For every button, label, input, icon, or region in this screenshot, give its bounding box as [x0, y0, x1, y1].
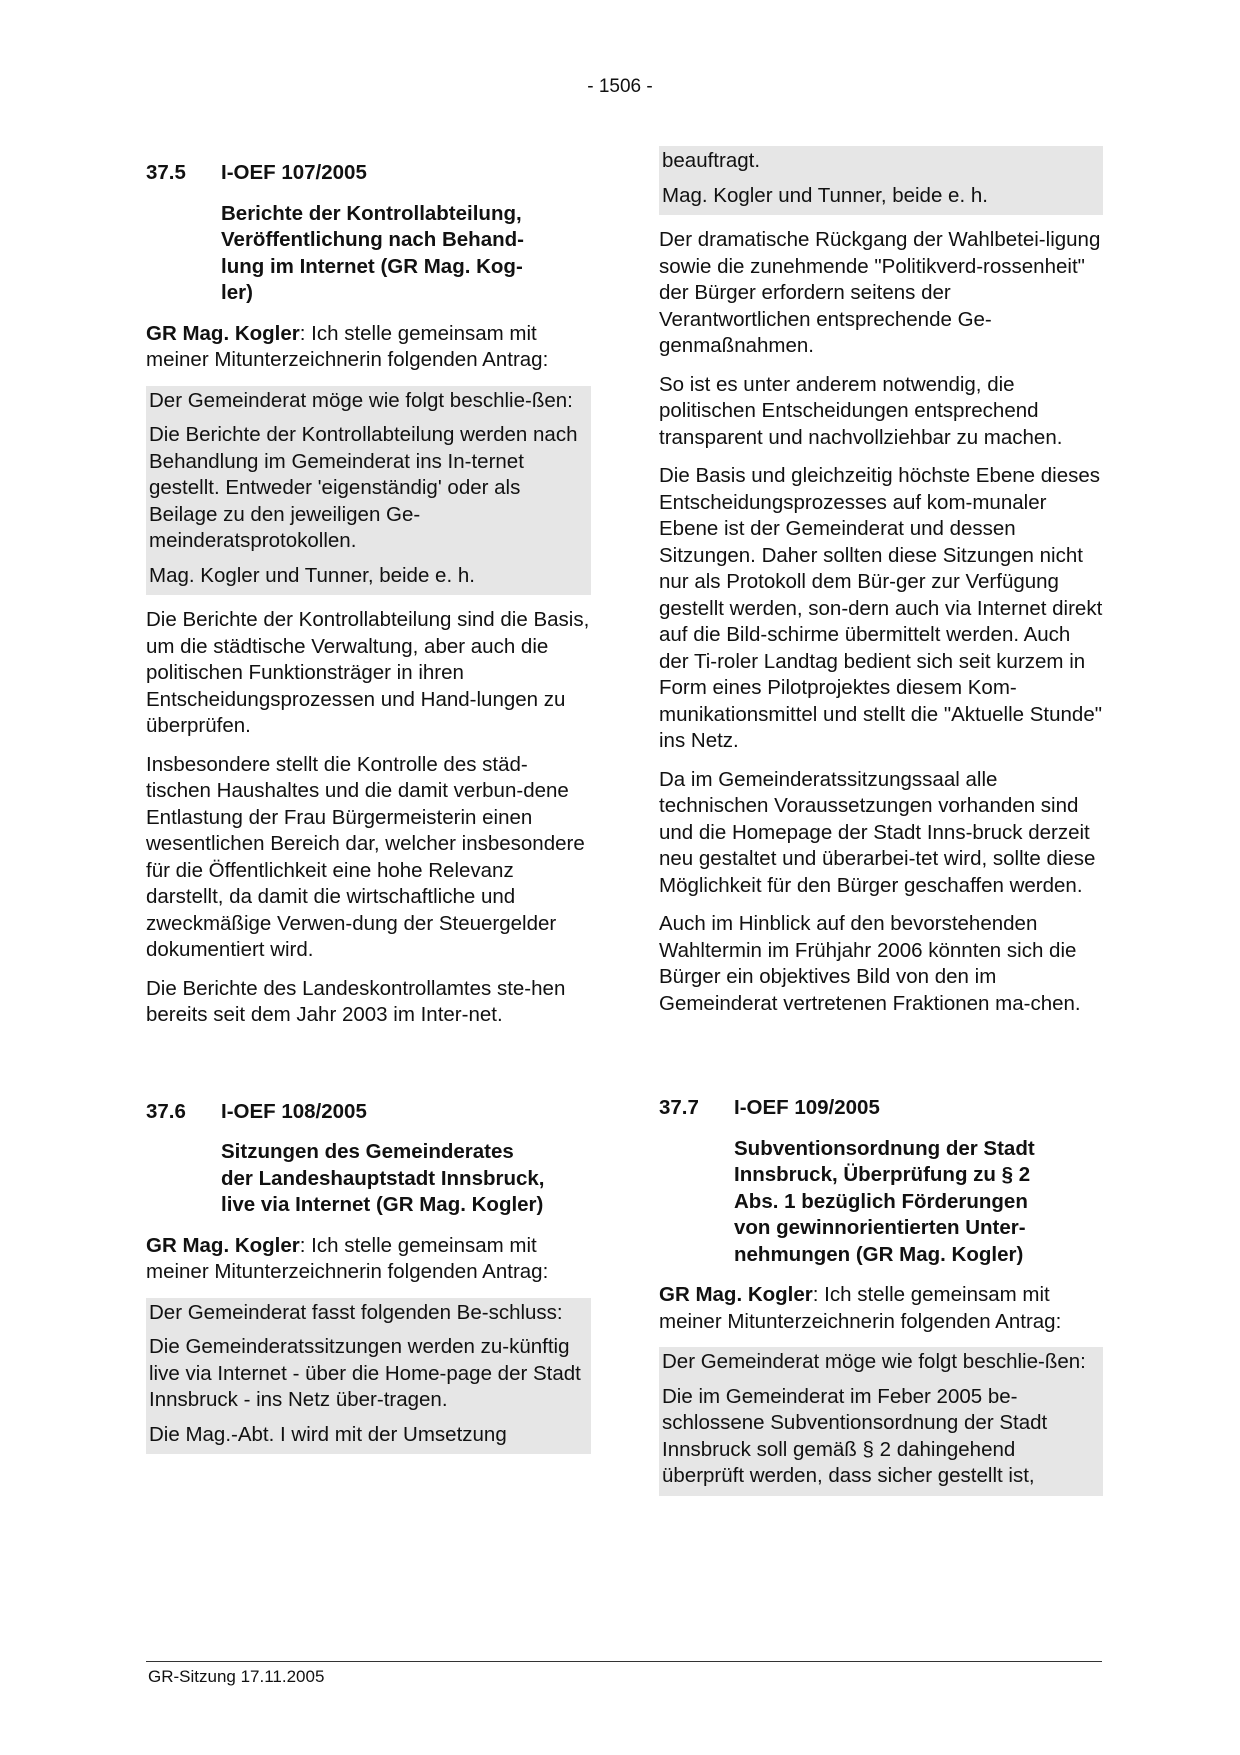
section-title-37-7: [734, 1136, 1103, 1269]
section-code: I-OEF 108/2005: [221, 1099, 367, 1123]
section-heading-37-5: [146, 160, 591, 187]
motion-intro: [659, 1282, 1103, 1335]
footer-divider: [146, 1661, 1102, 1662]
intro-text: : Ich stelle gemeinsam mit meiner Mitunterzeichnerin folgenden Antrag:: [659, 1283, 1062, 1333]
motion-box-continued: [659, 146, 1103, 215]
speaker-name: GR Mag. Kogler: [659, 1283, 813, 1306]
speaker-name: GR Mag. Kogler: [146, 321, 300, 345]
section-number: 37.6: [146, 1099, 186, 1123]
title-line: ler): [221, 281, 253, 304]
motion-box-37-6: [146, 1298, 591, 1455]
motion-text: Der Gemeinderat fasst folgenden Be-schluss:: [149, 1300, 563, 1324]
motion-intro: [146, 1233, 591, 1286]
left-column: [146, 160, 591, 1454]
motion-signature: Mag. Kogler und Tunner, beide e. h.: [662, 183, 988, 207]
title-line: nehmungen (GR Mag. Kogler): [734, 1242, 1024, 1266]
speaker-name: GR Mag. Kogler: [146, 1233, 300, 1257]
motion-box-37-7: [659, 1347, 1103, 1496]
intro-text: : Ich stelle gemeinsam mit meiner Mitunterzeichnerin folgenden Antrag:: [146, 1233, 549, 1283]
body-paragraph: Insbesondere stellt die Kontrolle des städ-tischen Haushaltes und die damit verbun-dene Entlastung der Frau Bürgermeisterin einen wesentlichen Bereich dar, welcher insbesondere für die Öffentlichkeit eine hohe Relevanz darstellt, da damit die wirtschaftliche und zweckmäßige Verwen-dung der Steuergelder dokumentiert wird.: [146, 752, 585, 961]
body-paragraph: Die Berichte des Landeskontrollamtes ste-hen bereits seit dem Jahr 2003 im Inter-net.: [146, 976, 566, 1026]
intro-text: : Ich stelle gemeinsam mit meiner Mitunterzeichnerin folgenden Antrag:: [146, 321, 549, 371]
section-heading-37-6: [146, 1099, 591, 1126]
body-paragraph: Auch im Hinblick auf den bevorstehenden Wahltermin im Frühjahr 2006 könnten sich die Bürger ein objektives Bild von den im Gemeinderat vertretenen Fraktionen ma-chen.: [659, 912, 1081, 1015]
motion-text: Der Gemeinderat möge wie folgt beschlie-ßen:: [149, 388, 573, 412]
motion-text: Die Gemeinderatssitzungen werden zu-künftig live via Internet - über die Home-page der Stadt Innsbruck - ins Netz über-tragen.: [149, 1335, 581, 1411]
motion-intro: [146, 321, 591, 374]
title-line: von gewinnorientierten Unter-: [734, 1216, 1026, 1239]
title-line: Berichte der Kontrollabteilung,: [221, 201, 522, 225]
title-line: Abs. 1 bezüglich Förderungen: [734, 1189, 1028, 1213]
section-number: 37.7: [659, 1096, 699, 1119]
body-paragraph: Die Berichte der Kontrollabteilung sind die Basis, um die städtische Verwaltung, aber auch die politischen Funktionsträger in ihren Entscheidungsprozessen und Hand-lungen zu überprüfen.: [146, 608, 590, 737]
title-line: der Landeshauptstadt Innsbruck,: [221, 1166, 545, 1190]
section-heading-37-7: [659, 1095, 1103, 1122]
footer-session-date: GR-Sitzung 17.11.2005: [148, 1667, 325, 1686]
body-paragraph: So ist es unter anderem notwendig, die politischen Entscheidungen entsprechend transparent und nachvollziehbar zu machen.: [659, 372, 1063, 449]
section-title-37-6: [221, 1139, 591, 1219]
motion-text: Die Mag.-Abt. I wird mit der Umsetzung: [149, 1422, 507, 1446]
title-line: lung im Internet (GR Mag. Kog-: [221, 254, 523, 278]
section-title-37-5: [221, 201, 591, 307]
title-line: live via Internet (GR Mag. Kogler): [221, 1193, 544, 1216]
motion-text: Der Gemeinderat möge wie folgt beschlie-ßen:: [662, 1350, 1086, 1373]
motion-text: beauftragt.: [662, 149, 761, 172]
body-paragraph: Die Basis und gleichzeitig höchste Ebene dieses Entscheidungsprozesses auf kom-munaler Ebene ist der Gemeinderat und dessen Sitzungen. Daher sollten diese Sitzungen nicht nur als Protokoll dem Bür-ger zur Verfügung gestellt werden, son-dern auch via Internet direkt auf die Bild-schirme übermittelt werden. Auch der Ti-roler Landtag bedient sich seit kurzem in Form eines Pilotprojektes diesem Kom-munikationsmittel und stellt die "Aktuelle Stunde" ins Netz.: [659, 464, 1103, 752]
title-line: Sitzungen des Gemeinderates: [221, 1140, 514, 1163]
section-number: 37.5: [146, 161, 186, 184]
section-code: I-OEF 109/2005: [734, 1096, 880, 1119]
motion-box-37-5: [146, 386, 591, 596]
motion-text: Die im Gemeinderat im Feber 2005 be-schlossene Subventionsordnung der Stadt Innsbruck soll gemäß § 2 dahingehend überprüft werden, dass sicher gestellt ist,: [662, 1384, 1048, 1487]
body-paragraph: Der dramatische Rückgang der Wahlbetei-ligung sowie die zunehmende "Politikverd-rossenheit" der Bürger erfordern seitens der Verantwortlichen entsprechende Ge-genmaßnahmen.: [659, 228, 1101, 357]
section-code: I-OEF 107/2005: [221, 161, 367, 184]
page-number: - 1506 -: [587, 76, 653, 97]
right-column: [659, 146, 1103, 1496]
motion-signature: Mag. Kogler und Tunner, beide e. h.: [149, 563, 475, 587]
body-paragraph: Da im Gemeinderatssitzungssaal alle technischen Voraussetzungen vorhanden sind und die Homepage der Stadt Inns-bruck derzeit neu gestaltet und überarbei-tet wird, sollte diese Möglichkeit für den Bürger geschaffen werden.: [659, 767, 1096, 897]
motion-text: Die Berichte der Kontrollabteilung werden nach Behandlung im Gemeinderat ins In-ternet gestellt. Entweder 'eigenständig' oder als Beilage zu den jeweiligen Ge-meinderatsprotokollen.: [149, 423, 578, 552]
title-line: Subventionsordnung der Stadt: [734, 1136, 1035, 1160]
title-line: Innsbruck, Überprüfung zu § 2: [734, 1163, 1031, 1186]
title-line: Veröffentlichung nach Behand-: [221, 228, 524, 251]
